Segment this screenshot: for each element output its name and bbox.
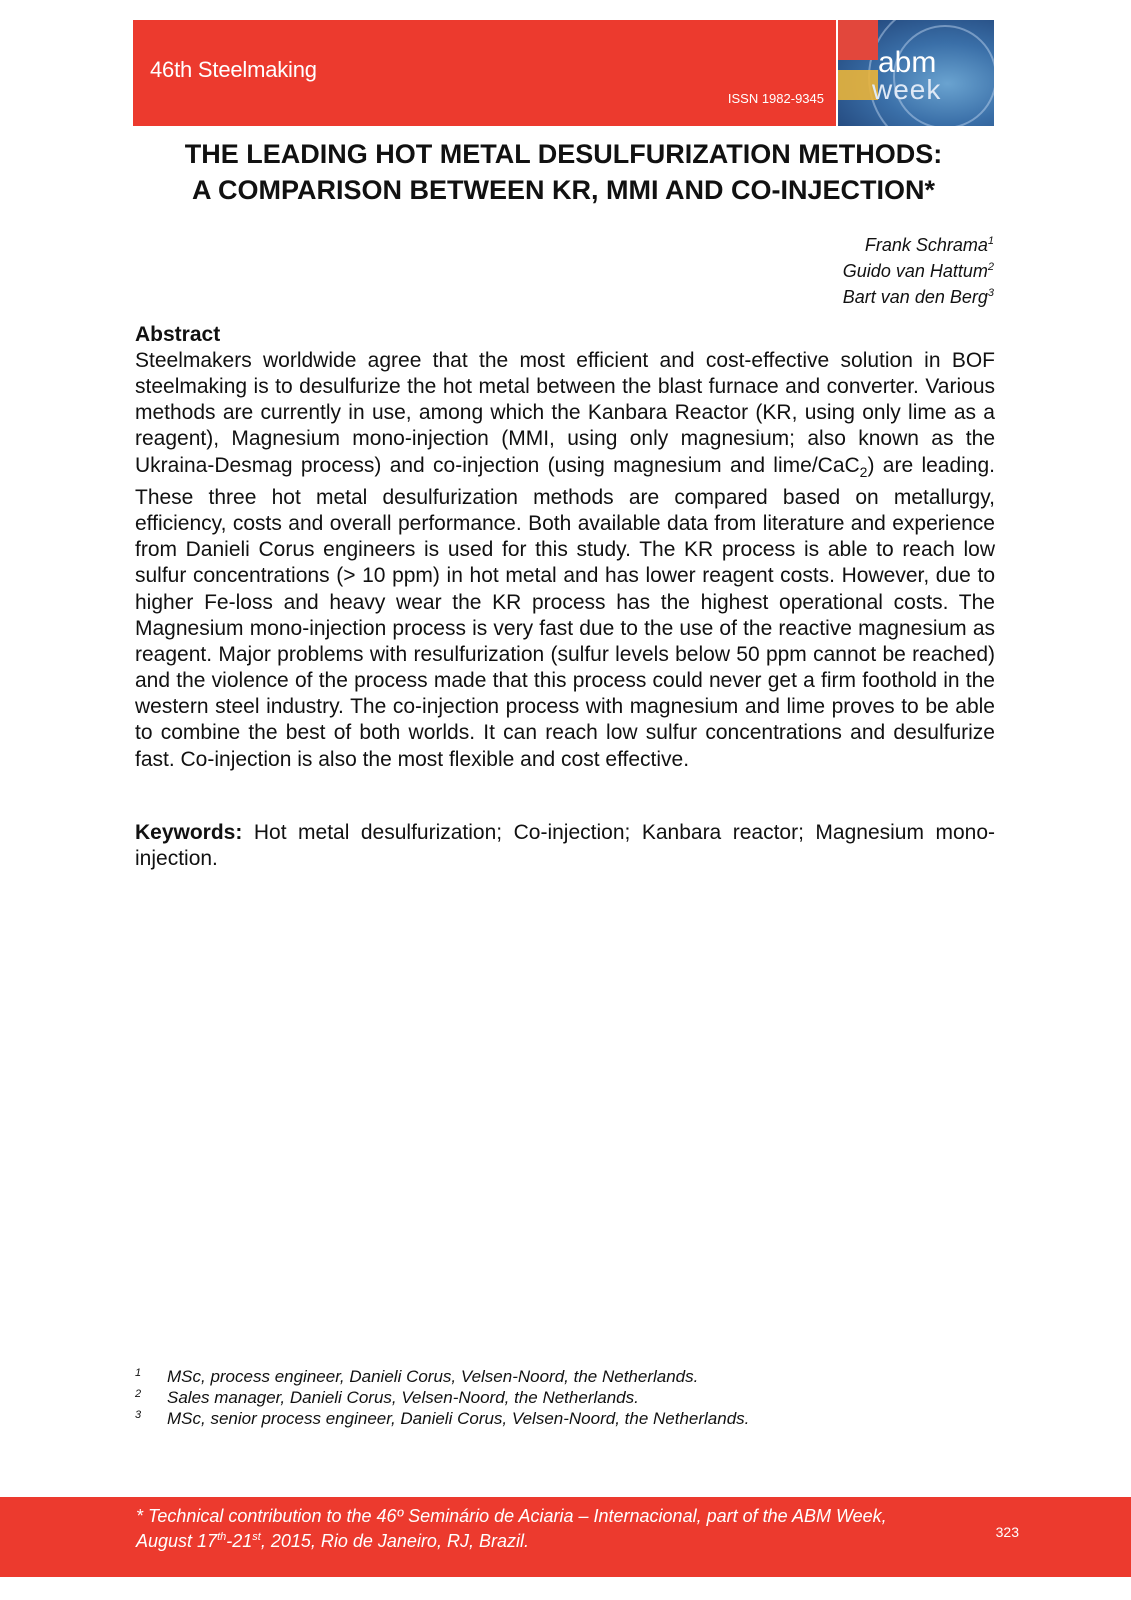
issn-label: ISSN 1982-9345 bbox=[727, 91, 824, 106]
paper-title bbox=[133, 136, 994, 208]
abm-week-logo bbox=[838, 20, 994, 126]
author-name: Bart van den Berg bbox=[842, 287, 988, 307]
author-name: Frank Schrama bbox=[864, 235, 988, 255]
title-line: THE LEADING HOT METAL DESULFURIZATION METHODS: bbox=[184, 139, 943, 169]
footer-text-part: , 2015, Rio de Janeiro, RJ, Brazil. bbox=[260, 1531, 529, 1551]
keywords-text: Hot metal desulfurization; Co-injection; Kanbara reactor; Magnesium mono-injection. bbox=[135, 821, 995, 871]
author-list bbox=[843, 230, 994, 308]
conference-header-band bbox=[133, 20, 836, 126]
author bbox=[843, 256, 994, 282]
abstract-text-part: Steelmakers worldwide agree that the most efficient and cost-effective solution in BOF steelmaking is to desulfurize the hot metal between the blast furnace and converter. Various methods are currently in use, among which the Kanbara Reactor (KR, using only lime as a reagent), Magnesium mono-injection (MMI, using only magnesium; also known as the Ukraina-Desmag process) and co-injection (using magnesium and lime/CaC bbox=[135, 349, 995, 477]
abstract-text bbox=[135, 348, 995, 773]
footnote-text: Sales manager, Danieli Corus, Velsen-Noord, the Netherlands. bbox=[167, 1388, 639, 1407]
footer-superscript: th bbox=[217, 1531, 227, 1543]
footnote bbox=[135, 1408, 995, 1429]
title-line: A COMPARISON BETWEEN KR, MMI AND CO-INJECTION* bbox=[191, 175, 935, 205]
abstract-subscript: 2 bbox=[859, 463, 868, 480]
footer-line: * Technical contribution to the 46º Seminário de Aciaria – Internacional, part of the ABM Week, bbox=[136, 1506, 887, 1526]
logo-week-text: week bbox=[872, 74, 942, 105]
footnote-text: MSc, process engineer, Danieli Corus, Velsen-Noord, the Netherlands. bbox=[167, 1367, 699, 1386]
author-name: Guido van Hattum bbox=[842, 261, 988, 281]
footnote-number: 1 bbox=[135, 1367, 142, 1379]
footer-band bbox=[0, 1497, 1131, 1577]
footnote bbox=[135, 1366, 995, 1387]
page-number: 323 bbox=[995, 1524, 1019, 1540]
keywords bbox=[135, 820, 995, 872]
footnote-text: MSc, senior process engineer, Danieli Corus, Velsen-Noord, the Netherlands. bbox=[167, 1409, 750, 1428]
author-affiliation-mark: 3 bbox=[987, 287, 994, 299]
keywords-label: Keywords: bbox=[135, 821, 243, 844]
event-name: 46th Steelmaking bbox=[150, 57, 317, 82]
footer-text-part: -21 bbox=[226, 1531, 253, 1551]
logo-abm-text: abm bbox=[878, 46, 937, 79]
author bbox=[843, 282, 994, 308]
author-affiliation-mark: 1 bbox=[987, 235, 994, 247]
footnote bbox=[135, 1387, 995, 1408]
footer-line bbox=[136, 1527, 996, 1552]
abstract-heading: Abstract bbox=[135, 323, 221, 346]
footnotes bbox=[135, 1366, 995, 1429]
logo-red-block bbox=[838, 20, 878, 60]
footer-superscript: st bbox=[252, 1531, 261, 1543]
author-affiliation-mark: 2 bbox=[987, 261, 994, 273]
footnote-number: 3 bbox=[135, 1409, 142, 1421]
abstract-text-part: ) are leading. These three hot metal desulfurization methods are compared based on metallurgy, efficiency, costs and overall performance. Both available data from literature and experience from Danieli Corus engineers is used for this study. The KR process is able to reach low sulfur concentrations (> 10 ppm) in hot metal and has lower reagent costs. However, due to higher Fe-loss and heavy wear the KR process has the highest operational costs. The Magnesium mono-injection process is very fast due to the use of the reactive magnesium as reagent. Major problems with resulfurization (sulfur levels below 50 ppm cannot be reached) and the violence of the process made that this process could never get a firm foothold in the western steel industry. The co-injection process with magnesium and lime proves to be able to combine the best of both worlds. It can reach low sulfur concentrations and desulfurize fast. Co-injection is also the most flexible and cost effective. bbox=[135, 453, 996, 771]
footnote-number: 2 bbox=[135, 1388, 142, 1400]
author bbox=[843, 230, 994, 256]
technical-contribution-note bbox=[136, 1506, 996, 1552]
footer-text-part: August 17 bbox=[136, 1531, 218, 1551]
